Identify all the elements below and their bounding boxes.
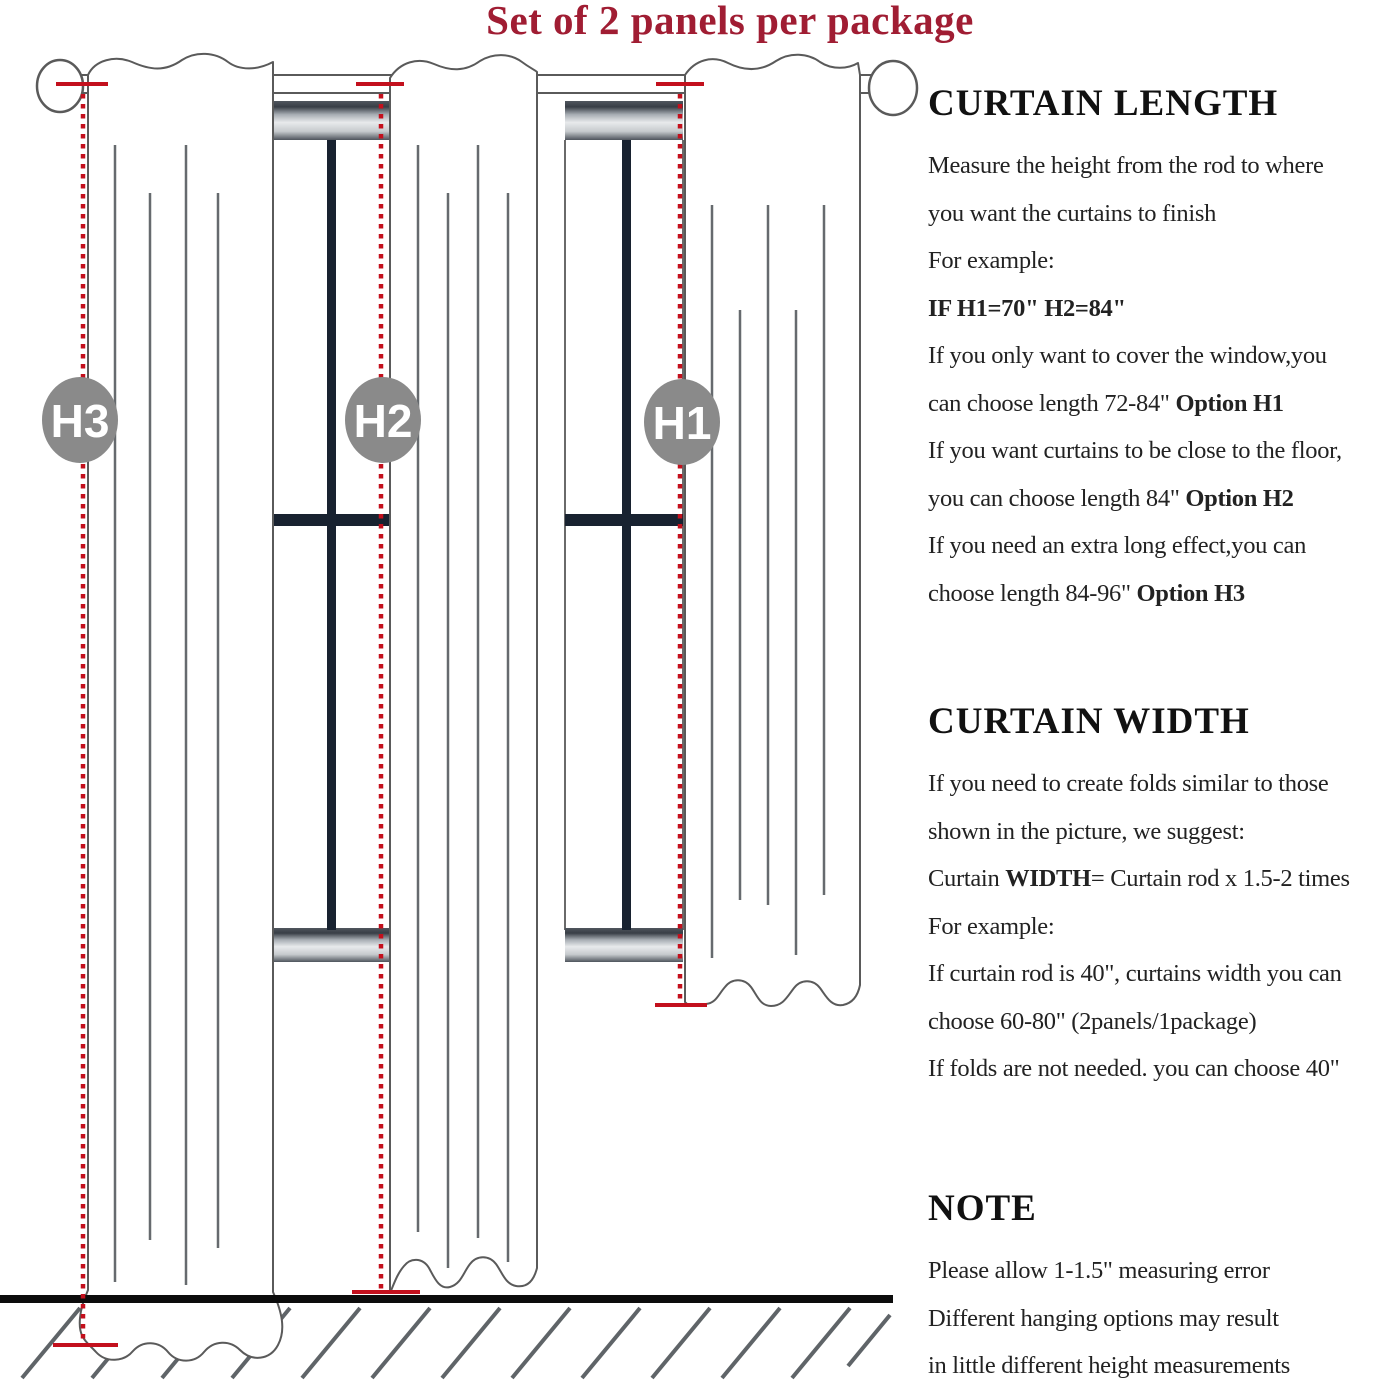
text-line: If you need an extra long effect,you can [928, 532, 1307, 559]
rod-finial-right-icon [869, 61, 917, 115]
window-left-crossbar [273, 514, 393, 526]
text-line: Measure the height from the rod to where [928, 152, 1324, 179]
curtain-width-text [928, 760, 1399, 1093]
window-right-top-frame [565, 101, 683, 140]
window-right-mullion [622, 140, 631, 930]
section-curtain-width [928, 698, 1399, 1093]
h3-badge-label: H3 [50, 395, 110, 447]
window-left [273, 101, 393, 962]
window-right-sill [565, 928, 683, 962]
text-line: If you need to create folds similar to those [928, 770, 1329, 797]
text-line: Please allow 1-1.5" measuring error [928, 1257, 1270, 1284]
window-right [565, 101, 683, 962]
text-line: Curtain WIDTH= Curtain rod x 1.5-2 times [928, 865, 1350, 892]
h1-badge-label: H1 [652, 397, 712, 449]
h1-badge [644, 379, 720, 465]
text-line: For example: [928, 247, 1055, 274]
note-text [928, 1247, 1399, 1390]
text-line: If you only want to cover the window,you [928, 342, 1327, 369]
text-line: If you want curtains to be close to the floor, [928, 437, 1342, 464]
window-left-mullion [327, 140, 336, 930]
window-right-crossbar [565, 514, 683, 526]
text-line: in little different height measurements [928, 1352, 1291, 1379]
text-line: can choose length 72-84" Option H1 [928, 389, 1284, 417]
h2-badge-label: H2 [353, 395, 413, 447]
section-note [928, 1185, 1399, 1390]
text-line: choose length 84-96" Option H3 [928, 579, 1245, 607]
window-left-top-frame [273, 101, 393, 140]
h2-badge [345, 377, 421, 463]
text-line: choose 60-80" (2panels/1package) [928, 1007, 1257, 1035]
curtain-panel-h2 [390, 55, 537, 1293]
note-heading: NOTE [928, 1188, 1037, 1229]
window-left-sill [273, 928, 393, 962]
text-line: If curtain rod is 40", curtains width you can [928, 960, 1342, 987]
curtain-length-heading: CURTAIN LENGTH [928, 83, 1279, 124]
h3-badge [42, 377, 118, 463]
text-line: shown in the picture, we suggest: [928, 817, 1245, 845]
curtain-length-text [928, 142, 1399, 617]
text-line: you want the curtains to finish [928, 199, 1217, 227]
page-title: Set of 2 panels per package [486, 0, 974, 43]
text-line: For example: [928, 912, 1055, 940]
floor-line [0, 1295, 893, 1303]
section-curtain-length [928, 80, 1399, 617]
curtain-panel-h3 [80, 54, 283, 1361]
curtain-width-heading: CURTAIN WIDTH [928, 701, 1250, 742]
text-line: you can choose length 84" Option H2 [928, 484, 1294, 512]
text-line: Different hanging options may result [928, 1304, 1279, 1332]
text-line: IF H1=70" H2=84" [928, 294, 1126, 322]
text-line: If folds are not needed. you can choose 40" [928, 1055, 1340, 1082]
